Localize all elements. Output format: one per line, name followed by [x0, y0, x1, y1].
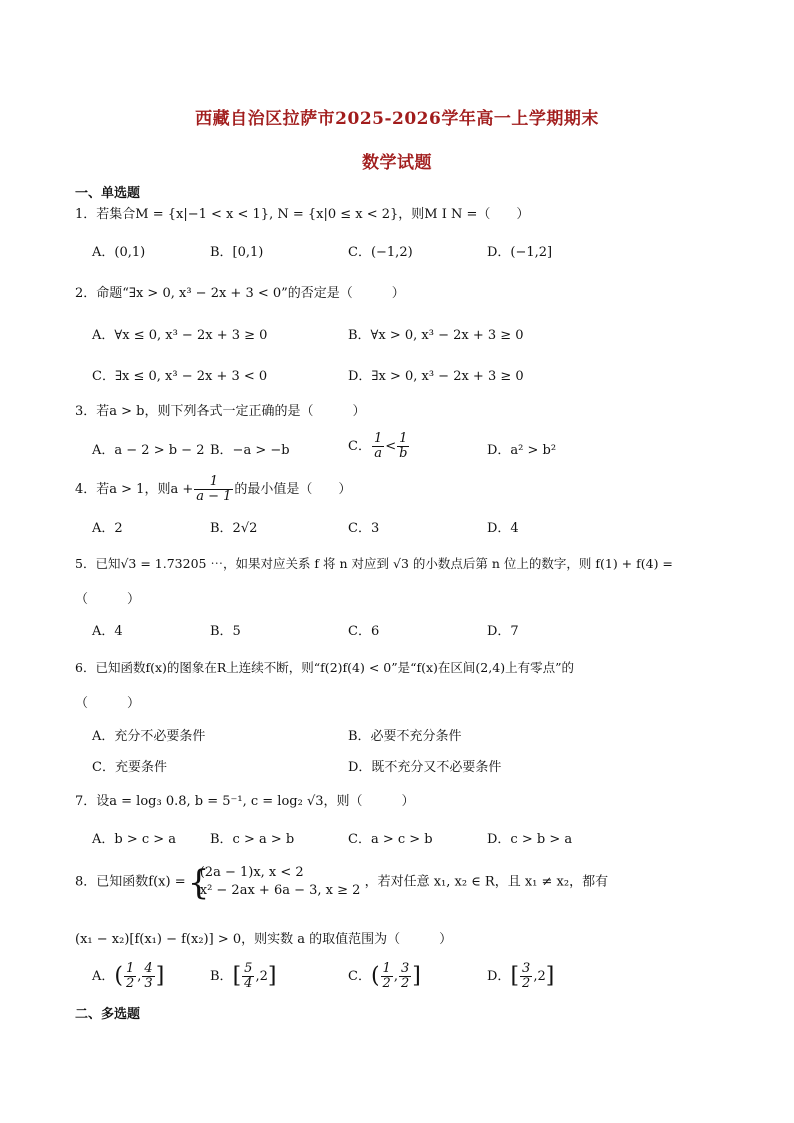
question-3-stem: 3．若a > b，则下列各式一定正确的是（ ） [75, 404, 366, 419]
q4-option-c: C．3 [348, 521, 380, 536]
q2-option-a: A．∀x ≤ 0, x³ − 2x + 3 ≥ 0 [92, 328, 268, 343]
question-8-stem [75, 864, 725, 900]
q4-option-d: D．4 [487, 521, 519, 536]
q4-stem-post: 的最小值是（ ） [234, 482, 352, 497]
q7-option-d: D．c > b > a [487, 832, 573, 847]
piecewise-case-2: x² − 2ax + 6a − 3, x ≥ 2 [199, 883, 361, 898]
q7-option-b: B．c > a > b [210, 832, 295, 847]
question-5-stem-cont: （ ） [75, 592, 141, 607]
q1-option-d: D．(−1,2] [487, 245, 553, 260]
q8-option-a: A．( $\frac{1}{2}$ , $\frac{4}{3}$ ] [92, 961, 165, 991]
q7-option-a: A．b > c > a [92, 832, 177, 847]
page-title: 西藏自治区拉萨市2025-2026学年高一上学期期末 [195, 109, 599, 129]
q5-option-a: A．4 [92, 624, 123, 639]
q8-option-c: C．( $\frac{1}{2}$ , $\frac{3}{2}$ ] [348, 961, 421, 991]
section-single-choice: 一、单选题 [75, 186, 141, 201]
q5-option-b: B．5 [210, 624, 241, 639]
q1-option-b: B．[0,1) [210, 245, 264, 260]
question-2-stem: 2．命题“∃x > 0, x³ − 2x + 3 < 0”的否定是（ ） [75, 286, 405, 301]
question-7-stem: 7．设a = log₃ 0.8, b = 5⁻¹, c = log₂ √3，则（ ） [75, 794, 415, 809]
q4-stem-pre: 4．若a > 1，则a + [75, 482, 194, 497]
q8-option-a-label: A． [92, 969, 115, 984]
page-subtitle: 数学试题 [362, 153, 432, 173]
question-4-stem [75, 475, 725, 504]
q2-option-d: D．∃x > 0, x³ − 2x + 3 ≥ 0 [348, 369, 524, 384]
q3-option-d: D．a² > b² [487, 443, 557, 458]
fraction-1-over-a: $\frac{1}{a}$ [373, 431, 383, 461]
question-6-stem: 6．已知函数f(x)的图象在R上连续不断，则“f(2)f(4) < 0”是“f(x)在区间(2,4)上有零点”的 [75, 660, 574, 675]
piecewise-case-1: { (2a − 1)x, x < 2 [199, 865, 304, 880]
q2-option-b: B．∀x > 0, x³ − 2x + 3 ≥ 0 [348, 328, 524, 343]
fraction-4-over-3: $\frac{4}{3}$ [144, 961, 153, 991]
q1-option-a: A．(0,1) [92, 245, 146, 260]
fraction-3-over-2: $\frac{3}{2}$ [400, 961, 410, 991]
fraction-5-over-4: $\frac{5}{4}$ [244, 961, 253, 991]
q8-option-d: D．[ $\frac{3}{2}$ ,2] [487, 961, 555, 991]
fraction-3-over-2-d: $\frac{3}{2}$ [522, 961, 531, 991]
q8-option-b: B．[ $\frac{5}{4}$ ,2] [210, 961, 277, 991]
q8-option-c-label: C． [348, 969, 371, 984]
q6-option-d: D．既不充分又不必要条件 [348, 760, 502, 775]
q4-option-b: B．2√2 [210, 521, 258, 536]
q6-option-a: A．充分不必要条件 [92, 729, 206, 744]
question-6-stem-cont: （ ） [75, 696, 141, 711]
section-multiple-choice: 二、多选题 [75, 1007, 141, 1022]
q3-option-a: A．a − 2 > b − 2 [92, 443, 205, 458]
q8-option-d-label: D． [487, 969, 511, 984]
q3-option-c: C． $\frac{1}{a}$ < $\frac{1}{b}$ [348, 431, 408, 461]
q2-option-c: C．∃x ≤ 0, x³ − 2x + 3 < 0 [92, 369, 268, 384]
q6-option-c: C．充要条件 [92, 760, 167, 775]
piecewise-function [190, 864, 361, 900]
q5-option-d: D．7 [487, 624, 519, 639]
question-1-stem: 1．若集合M = {x|−1 < x < 1}, N = {x|0 ≤ x < 2}，则M I N =（ ） [75, 207, 530, 222]
q3-option-c-label: C． [348, 439, 371, 454]
q4-option-a: A．2 [92, 521, 123, 536]
fraction-1-over-a-minus-1: $\frac{1}{a - 1}$ [196, 474, 232, 504]
fraction-1-over-b: $\frac{1}{b}$ [399, 431, 408, 461]
q3-option-b: B．−a > −b [210, 443, 290, 458]
fraction-1-over-2-c: $\frac{1}{2}$ [382, 961, 391, 991]
q8-stem-pre: 8．已知函数f(x) = [75, 874, 186, 890]
question-8-stem-cont: (x₁ − x₂)[f(x₁) − f(x₂)] > 0，则实数 a 的取值范围为（ ） [75, 932, 453, 947]
fraction-1-over-2: $\frac{1}{2}$ [125, 961, 135, 991]
question-5-stem: 5．已知√3 = 1.73205 ⋯，如果对应关系 f 将 n 对应到 √3 的小数点后第 n 位上的数字，则 f(1) + f(4) = [75, 556, 673, 571]
q8-option-b-label: B． [210, 969, 233, 984]
q6-option-b: B．必要不充分条件 [348, 729, 462, 744]
q5-option-c: C．6 [348, 624, 380, 639]
q8-stem-post: ，若对任意 x₁, x₂ ∈ R，且 x₁ ≠ x₂，都有 [364, 874, 609, 890]
q1-option-c: C．(−1,2) [348, 245, 413, 260]
q7-option-c: C．a > c > b [348, 832, 433, 847]
